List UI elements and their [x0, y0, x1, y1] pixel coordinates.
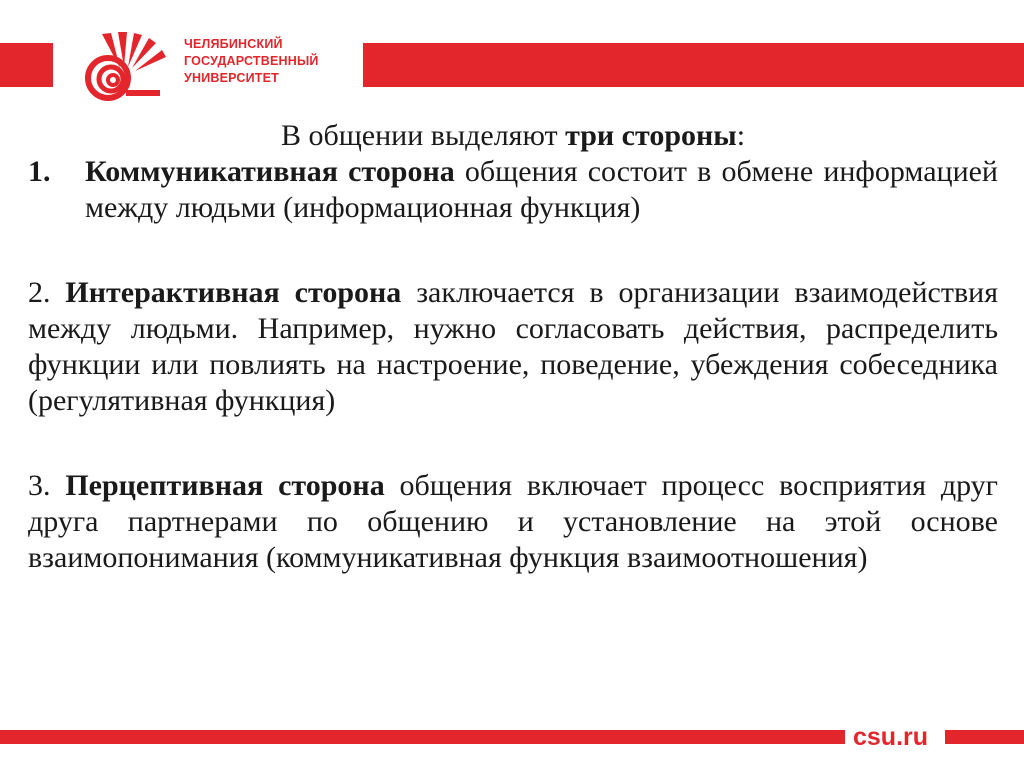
item-number: 2. — [28, 276, 66, 309]
item-number: 3. — [28, 469, 66, 502]
intro-emphasis: три стороны — [565, 119, 737, 152]
item-description: заключается в организации взаимодействия между людьми. Например, нужно согласовать действия, распределить функции или повлиять на настроение, поведение, убеждения собеседника (регулятивная функция) — [28, 276, 998, 417]
item-term: Перцептивная сторона — [65, 469, 385, 502]
item-term: Интерактивная сторона — [65, 276, 402, 309]
item-text — [85, 154, 998, 226]
intro-text: В общении выделяют — [280, 119, 566, 152]
spacer — [28, 226, 998, 275]
footer-bar-left — [0, 730, 845, 744]
footer-bar-right — [945, 730, 1024, 744]
slide-body — [28, 118, 998, 576]
item-number: 1. — [28, 155, 51, 188]
university-name — [184, 36, 354, 87]
list-item-communicative — [28, 154, 998, 226]
item-term: Коммуникативная сторона — [85, 155, 455, 188]
university-name-line: УНИВЕРСИТЕТ — [184, 71, 279, 85]
item-description: общения включает процесс восприятия друг друга партнерами по общению и установление на этой основе взаимопонимания (коммуникативная функция взаимоотношения) — [28, 469, 998, 574]
spiral-rays-logo-icon — [80, 30, 172, 102]
list-item-perceptive — [28, 468, 998, 576]
university-name-line: ЧЕЛЯБИНСКИЙ — [184, 37, 283, 51]
intro-colon: : — [736, 119, 746, 152]
site-url: csu.ru — [853, 723, 929, 751]
university-name-line: ГОСУДАРСТВЕННЫЙ — [184, 54, 319, 68]
list-item-interactive — [28, 275, 998, 419]
spacer — [28, 419, 998, 468]
header-bar-left — [0, 43, 53, 87]
header-bar-right — [363, 43, 1024, 87]
item-description: общения состоит в обмене информацией между людьми (информационная функция) — [85, 155, 998, 224]
intro-line — [28, 118, 998, 154]
